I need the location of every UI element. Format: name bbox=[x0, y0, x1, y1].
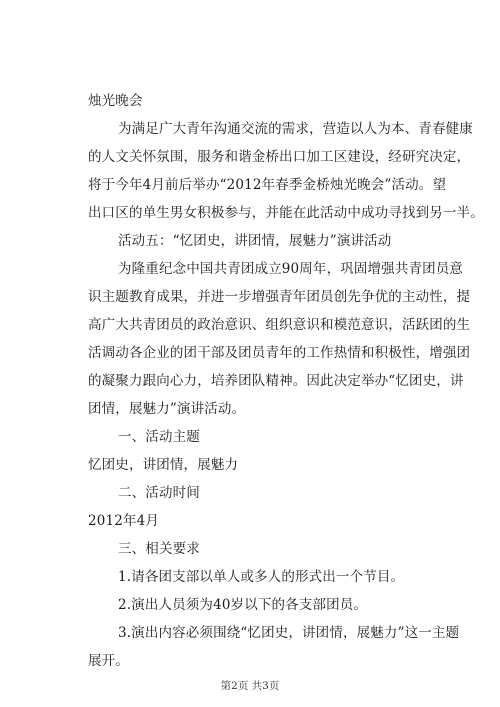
theme-text: 忆团史，讲团情，展魅力 bbox=[88, 457, 239, 473]
paragraph-line: 的凝聚力跟向心力，培养团队精神。因此决定举办“忆团史，讲 bbox=[88, 373, 464, 389]
page-number-footer: 第2页 共3页 bbox=[220, 680, 280, 692]
requirement-item: 1.请各团支部以单人或多人的形式出一个节目。 bbox=[118, 569, 405, 585]
paragraph-line: 高广大共青团员的政治意识、组织意识和模范意识，活跃团的生 bbox=[88, 317, 471, 333]
paragraph-line: 为满足广大青年沟通交流的需求，营造以人为本、青春健康 bbox=[118, 121, 473, 137]
paragraph-line: 活调动各企业的团干部及团员青年的工作热情和积极性，增强团 bbox=[88, 345, 471, 361]
paragraph-line: 识主题教育成果，并进一步增强青年团员创先争优的主动性，提 bbox=[88, 289, 471, 305]
section-title: 烛光晚会 bbox=[88, 93, 143, 109]
paragraph-line: 团情，展魅力”演讲活动。 bbox=[88, 401, 246, 417]
requirement-item: 3.演出内容必须围绕“忆团史，讲团情，展魅力”这一主题 bbox=[118, 625, 460, 641]
paragraph-line: 将于今年4月前后举办“2012年春季金桥烛光晚会”活动。望 bbox=[88, 177, 447, 193]
paragraph-line: 出口区的单生男女积极参与，并能在此活动中成功寻找到另一半。 bbox=[88, 205, 484, 221]
requirement-item: 2.演出人员须为40岁以下的各支部团员。 bbox=[118, 597, 368, 613]
time-text: 2012年4月 bbox=[88, 513, 159, 529]
activity-heading: 活动五：“忆团史，讲团情，展魅力”演讲活动 bbox=[118, 233, 392, 249]
subheading-time: 二、活动时间 bbox=[118, 485, 200, 501]
subheading-theme: 一、活动主题 bbox=[118, 429, 200, 445]
paragraph-line: 展开。 bbox=[88, 653, 129, 669]
subheading-requirements: 三、相关要求 bbox=[118, 541, 200, 557]
paragraph-line: 为隆重纪念中国共青团成立90周年，巩固增强共青团员意 bbox=[118, 261, 464, 277]
paragraph-line: 的人文关怀氛围，服务和谐金桥出口加工区建设，经研究决定， bbox=[88, 149, 471, 165]
